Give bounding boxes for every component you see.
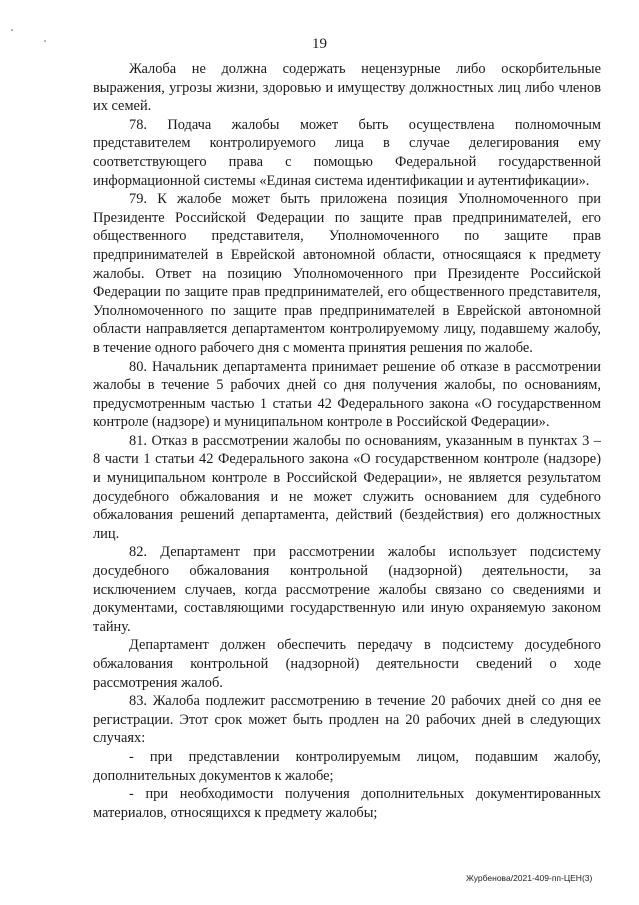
paragraph-82: 82. Департамент при рассмотрении жалобы использует подсистему досудебного обжалования контрольной (надзорной) деятельности, за исключением случаев, когда рассмотрение жалобы связано со сведениями и документами, составляющими государственную или иную охраняемую законом тайну. (93, 544, 601, 635)
scan-speck (11, 29, 13, 31)
list-item-additional-materials: - при необходимости получения дополнительных документированных материалов, относящихся к предмету жалобы; (93, 786, 601, 821)
paragraph-78: 78. Подача жалобы может быть осуществлена полномочным представителем контролируемого лица в случае делегирования ему соответствующего права с помощью Федеральной государственной информационной системы «Единая система идентификации и аутентификации». (93, 116, 601, 189)
paragraph-83: 83. Жалоба подлежит рассмотрению в течение 20 рабочих дней со дня ее регистрации. Этот срок может быть продлен на 20 рабочих дней в следующих случаях: (93, 693, 601, 747)
list-item-additional-documents: - при представлении контролируемым лицом, подавшим жалобу, дополнительных документов к жалобе; (93, 748, 601, 784)
page-number: 19 (312, 36, 327, 52)
paragraph-80: 80. Начальник департамента принимает решение об отказе в рассмотрении жалобы в течение 5 рабочих дней со дня получения жалобы, по основаниям, предусмотренным частью 1 статьи 42 Федерального закона «О государственном контроле (надзоре) и муниципальном контроле в Российской Федерации». (93, 358, 601, 431)
paragraph-79: 79. К жалобе может быть приложена позиция Уполномоченного при Президенте Российской Федерации по защите прав предпринимателей, его общественного представителя, Уполномоченного по защите прав предпринимателей в Еврейской автономной области, относящаяся к предмету жалобы. Ответ на позицию Уполномоченного при Президенте Российской Федерации по защите прав предпринимателей, его общественного представителя, Уполномоченного по защите прав предпринимателей в Еврейской автономной области направляется департаментом контролируемому лицу, подавшему жалобу, в течение одного рабочего дня с момента принятия решения по жалобе. (93, 191, 601, 356)
document-body (93, 60, 601, 822)
paragraph-complaint-content: Жалоба не должна содержать нецензурные либо оскорбительные выражения, угрозы жизни, здоровью и имуществу должностных лиц либо членов их семей. (93, 61, 601, 115)
document-footer-code: Журбенова/2021-409-пп-ЦЕН(3) (466, 873, 593, 883)
paragraph-81: 81. Отказ в рассмотрении жалобы по основаниям, указанным в пунктах 3 – 8 части 1 статьи 42 Федерального закона «О государственном контроле (надзоре) и муниципальном контроле в Российской Федерации», не является результатом досудебного обжалования и не может служить основанием для судебного обжалования решений департамента, действий (бездействия) его должностных лиц. (93, 432, 601, 542)
paragraph-82-continued: Департамент должен обеспечить передачу в подсистему досудебного обжалования контрольной (надзорной) деятельности сведений о ходе рассмотрения жалоб. (93, 637, 601, 691)
